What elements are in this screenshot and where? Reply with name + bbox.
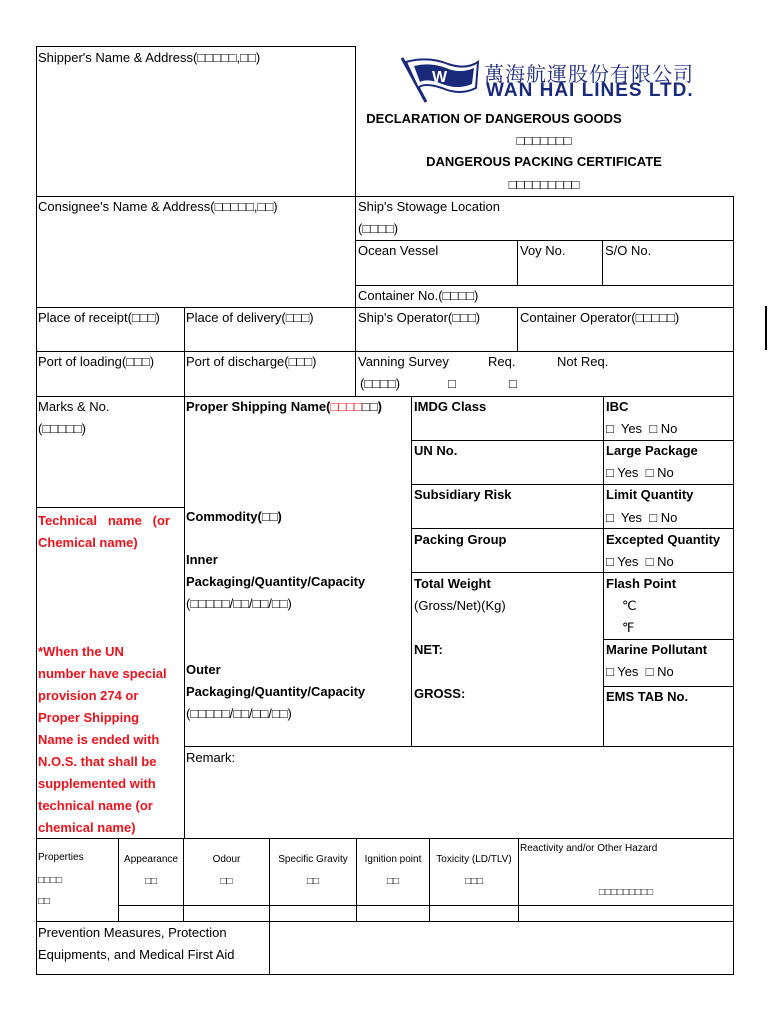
prop-ignition-cn: □□: [386, 876, 400, 887]
stowage-label: Ship's Stowage Location: [358, 199, 500, 214]
inner-packaging-line1: Inner: [186, 552, 218, 567]
prop-odour-label: Odour: [212, 854, 241, 865]
excepted-quantity-yes-no[interactable]: □ Yes □ No: [606, 554, 674, 569]
un-note-line-4: Proper Shipping: [38, 710, 140, 725]
prop-appearance-cn: □□: [144, 876, 158, 887]
imdg-class-label: IMDG Class: [414, 399, 487, 414]
prop-toxicity-cn: □□□: [464, 876, 484, 887]
prop-appearance-label: Appearance: [124, 854, 178, 865]
psn-label-post: □□): [361, 399, 382, 414]
prop-value-6[interactable]: [518, 905, 734, 922]
so-no-label: S/O No.: [605, 243, 652, 258]
port-discharge-label: Port of discharge(□□□): [186, 354, 317, 369]
packing-group-label: Packing Group: [414, 532, 507, 547]
wan-hai-flag-logo: [398, 54, 482, 106]
properties-label-cn2: □□: [38, 896, 51, 907]
prop-appearance-box: [118, 838, 184, 906]
vanning-survey-cn: (□□□□): [360, 376, 401, 391]
shipper-label: Shipper's Name & Address(□□□□□,□□): [38, 50, 261, 65]
outer-packaging-line1: Outer: [186, 662, 221, 677]
svg-text:W: W: [432, 69, 448, 86]
title-packing-certificate-cn: □□□□□□□□□: [508, 177, 580, 192]
req-label: Req.: [488, 354, 516, 369]
net-label: NET:: [414, 642, 443, 657]
properties-label-cn1: □□□□: [38, 875, 63, 886]
marine-pollutant-label: Marine Pollutant: [606, 642, 708, 657]
port-loading-label: Port of loading(□□□): [38, 354, 155, 369]
un-note-line-3: provision 274 or: [38, 688, 139, 703]
page-edge-mark: [765, 306, 767, 350]
ocean-vessel-label: Ocean Vessel: [358, 243, 439, 258]
prop-value-5[interactable]: [429, 905, 519, 922]
place-delivery-label: Place of delivery(□□□): [186, 310, 314, 325]
un-no-label: UN No.: [414, 443, 458, 458]
proper-shipping-name-label: [186, 396, 382, 418]
un-note-line-2: number have special: [38, 666, 167, 681]
not-req-label: Not Req.: [557, 354, 609, 369]
outer-packaging-line2: Packaging/Quantity/Capacity: [186, 684, 366, 699]
marine-pollutant-yes-no[interactable]: □ Yes □ No: [606, 664, 674, 679]
ibc-label: IBC: [606, 399, 629, 414]
prevention-label-line2: Equipments, and Medical First Aid: [38, 947, 235, 962]
container-operator-label: Container Operator(□□□□□): [520, 310, 680, 325]
title-declaration-cn: □□□□□□□: [516, 133, 572, 148]
ems-tab-label: EMS TAB No.: [606, 689, 689, 704]
logo-text-english: WAN HAI LINES LTD.: [486, 80, 694, 101]
consignee-label: Consignee's Name & Address(□□□□□,□□): [38, 199, 278, 214]
inner-packaging-line2: Packaging/Quantity/Capacity: [186, 574, 366, 589]
remark-label: Remark:: [186, 750, 236, 765]
large-package-yes-no[interactable]: □ Yes □ No: [606, 465, 674, 480]
gross-label: GROSS:: [414, 686, 466, 701]
total-weight-label: Total Weight: [414, 576, 491, 591]
req-checkbox[interactable]: □: [448, 376, 456, 391]
un-note-line-5: Name is ended with: [38, 732, 160, 747]
prop-value-1[interactable]: [118, 905, 184, 922]
ibc-yes-no[interactable]: □ Yes □ No: [606, 421, 678, 436]
limit-quantity-label: Limit Quantity: [606, 487, 694, 502]
psn-label-red: □□□□: [330, 399, 362, 414]
prop-value-4[interactable]: [356, 905, 430, 922]
vanning-survey-label: Vanning Survey: [358, 354, 449, 369]
prop-reactivity-label: Reactivity and/or Other Hazard: [520, 843, 658, 854]
container-no-label: Container No.(□□□□): [358, 288, 479, 303]
prop-gravity-label: Specific Gravity: [278, 854, 348, 865]
voy-no-label: Voy No.: [520, 243, 566, 258]
stowage-label-cn: (□□□□): [358, 221, 399, 236]
un-note-line-9: chemical name): [38, 820, 136, 835]
gross-net-label: (Gross/Net)(Kg): [414, 598, 506, 613]
place-receipt-label: Place of receipt(□□□): [38, 310, 160, 325]
prop-reactivity-cn: □□□□□□□□□: [598, 887, 654, 898]
un-note-line-8: technical name (or: [38, 798, 153, 813]
prop-toxicity-box: [429, 838, 519, 906]
outer-packaging-line3: (□□□□□/□□/□□/□□): [186, 706, 292, 721]
limit-quantity-yes-no[interactable]: □ Yes □ No: [606, 510, 678, 525]
prop-odour-box: [183, 838, 270, 906]
marks-label-cn: (□□□□□): [38, 421, 86, 436]
prevention-value-box[interactable]: [269, 921, 734, 975]
prop-gravity-cn: □□: [306, 876, 320, 887]
flash-point-fahrenheit: ℉: [622, 620, 635, 635]
commodity-label: Commodity(□□): [186, 509, 282, 524]
prop-value-3[interactable]: [269, 905, 357, 922]
prop-odour-cn: □□: [220, 876, 233, 887]
un-note-line-7: supplemented with: [38, 776, 156, 791]
inner-packaging-line3: (□□□□□/□□/□□/□□): [186, 596, 292, 611]
prop-ignition-label: Ignition point: [364, 854, 422, 865]
marks-label: Marks & No.: [38, 399, 110, 414]
technical-name-line2: Chemical name): [38, 535, 138, 550]
logo-text-chinese: 萬海航運股份有限公司: [484, 64, 694, 86]
excepted-quantity-label: Excepted Quantity: [606, 532, 721, 547]
ships-operator-label: Ship's Operator(□□□): [358, 310, 481, 325]
psn-label-pre: Proper Shipping Name(: [186, 399, 331, 414]
un-note-line-1: *When the UN: [38, 644, 124, 659]
un-note-line-6: N.O.S. that shall be: [38, 754, 157, 769]
flash-point-label: Flash Point: [606, 576, 677, 591]
prop-gravity-box: [269, 838, 357, 906]
properties-label: Properties: [38, 852, 84, 863]
title-packing-certificate: DANGEROUS PACKING CERTIFICATE: [426, 154, 662, 169]
prop-value-2[interactable]: [183, 905, 270, 922]
title-declaration: DECLARATION OF DANGEROUS GOODS: [366, 111, 622, 126]
technical-name-line1: Technical name (or: [38, 513, 170, 528]
prop-ignition-box: [356, 838, 430, 906]
remark-box: [184, 746, 734, 839]
prevention-label-line1: Prevention Measures, Protection: [38, 925, 227, 940]
prop-toxicity-label: Toxicity (LD/TLV): [436, 854, 512, 865]
subsidiary-risk-label: Subsidiary Risk: [414, 487, 512, 502]
large-package-label: Large Package: [606, 443, 698, 458]
not-req-checkbox[interactable]: □: [509, 376, 517, 391]
flash-point-celsius: ℃: [622, 598, 637, 613]
